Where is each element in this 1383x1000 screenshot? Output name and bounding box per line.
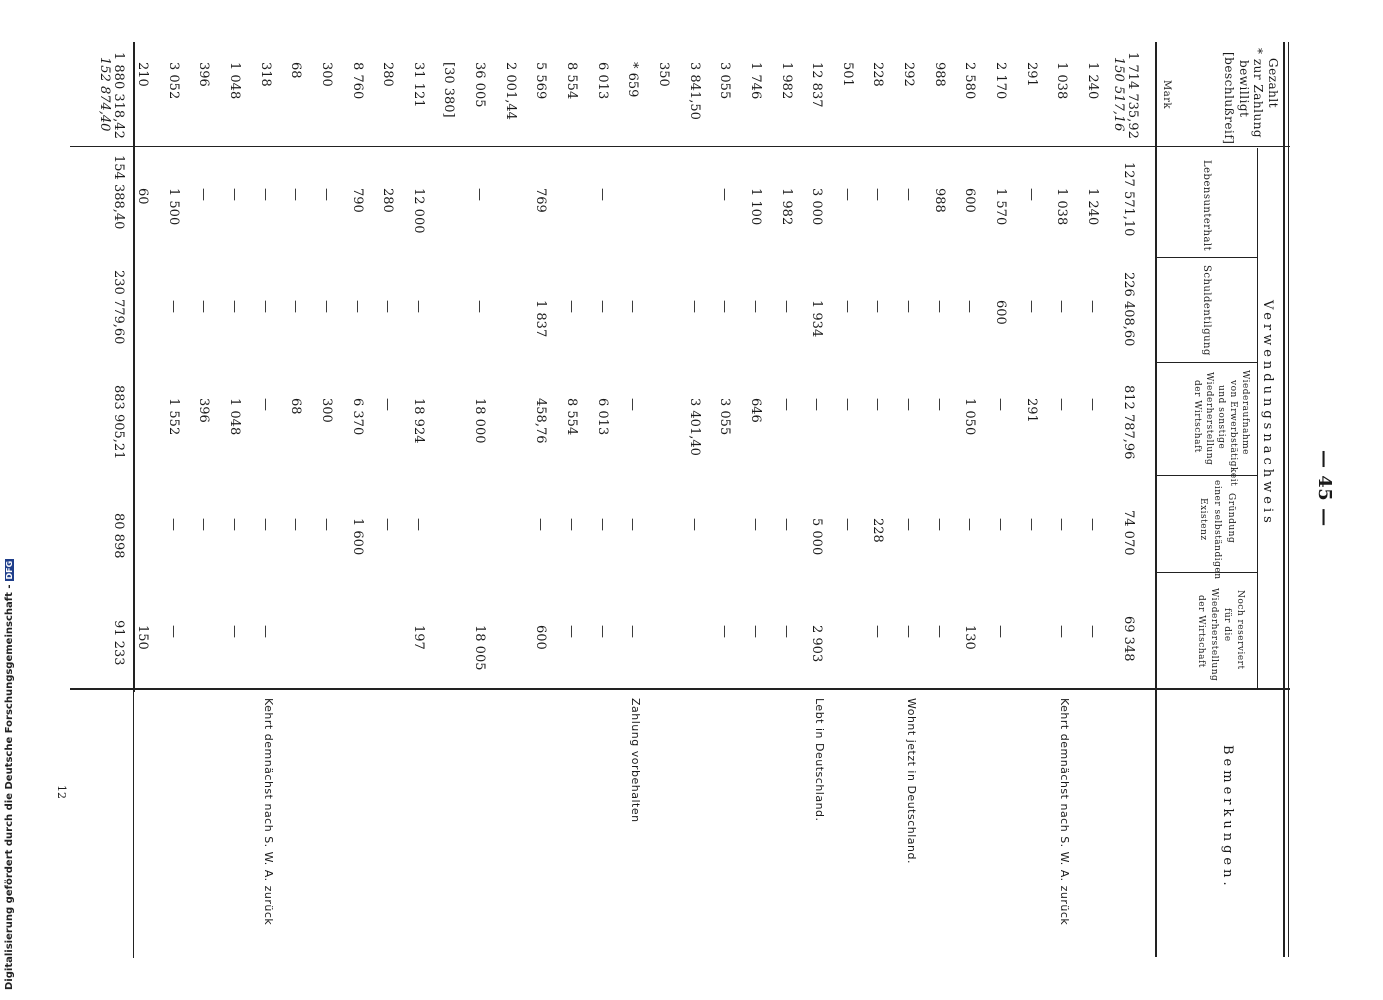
row-cell-col1: 1 038	[1054, 188, 1069, 226]
row-cell-col2: —	[748, 300, 763, 313]
col3-header-line-2: von Erwerbstätigkeit	[1228, 380, 1238, 487]
col3-header-line-5: der Wirtschaft	[1192, 380, 1202, 453]
page-number: — 45 —	[1314, 450, 1335, 527]
row-total: 36 005	[472, 62, 487, 108]
row-total: 291	[1024, 62, 1039, 87]
row-cell-col5: —	[779, 625, 794, 638]
row-cell-col3: —	[625, 398, 640, 411]
totals-col2: 230 779,60	[111, 270, 126, 345]
row-cell-col3: —	[380, 398, 395, 411]
row-total: 300	[319, 62, 334, 87]
col-sep-4	[1155, 572, 1258, 573]
row-cell-col3: 8 554	[564, 398, 579, 436]
row-cell-col1: —	[288, 188, 303, 201]
row-cell-col5: —	[258, 625, 273, 638]
carried-col2: 226 408,60	[1121, 272, 1136, 347]
row-cell-col3: —	[1085, 398, 1100, 411]
row-total: 350	[656, 62, 671, 87]
col0-header-line-3: bewilligt	[1237, 60, 1251, 118]
row-total: 2 001,44	[503, 62, 518, 120]
row-cell-col5: —	[748, 625, 763, 638]
row-cell-col4: —	[1085, 518, 1100, 531]
col-sep-1	[1155, 257, 1258, 258]
row-cell-col1: 60	[135, 188, 150, 205]
row-cell-col1: 1 982	[779, 188, 794, 226]
row-cell-col4: —	[840, 518, 855, 531]
col-sep-3	[1155, 475, 1258, 476]
row-cell-col4: —	[932, 518, 947, 531]
row-cell-col4: —	[380, 518, 395, 531]
row-cell-col1: 769	[533, 188, 548, 213]
col-sep-0	[70, 146, 1290, 147]
row-cell-col4: —	[1054, 518, 1069, 531]
row-total: 292	[901, 62, 916, 87]
footer-text: Digitalisierung gefördert durch die Deutsche Forschungsgemeinschaft -	[4, 584, 15, 990]
row-cell-col3: 458,76	[533, 398, 548, 444]
row-cell-col4: —	[166, 518, 181, 531]
row-cell-col1: 280	[380, 188, 395, 213]
row-total: [30 380]	[441, 62, 456, 118]
row-total: 5 569	[533, 62, 548, 100]
row-cell-col3: —	[779, 398, 794, 411]
row-cell-col2: —	[625, 300, 640, 313]
row-cell-col5: 600	[533, 625, 548, 650]
row-remark: Zahlung vorbehalten	[629, 698, 642, 823]
row-cell-col2: —	[166, 300, 181, 313]
row-remark: Lebt in Deutschland.	[813, 698, 826, 822]
row-cell-col3: —	[1054, 398, 1069, 411]
col0-header-line-5: Mark	[1161, 80, 1172, 110]
row-cell-col1: —	[595, 188, 610, 201]
row-cell-col5: —	[1085, 625, 1100, 638]
row-cell-col1: —	[717, 188, 732, 201]
totals-col0b: 152 874,40	[97, 57, 112, 132]
row-total: * 659	[625, 62, 640, 98]
col4-header-line-3: Existenz	[1198, 498, 1208, 541]
row-cell-col2: —	[717, 300, 732, 313]
row-cell-col2: 600	[993, 300, 1008, 325]
row-cell-col5: —	[870, 625, 885, 638]
dfg-logo: DFG	[5, 560, 14, 580]
carried-col3: 812 787,96	[1121, 385, 1136, 460]
row-cell-col1: —	[258, 188, 273, 201]
row-total: 1 746	[748, 62, 763, 100]
col1-header: Lebensunterhalt	[1201, 160, 1212, 252]
row-cell-col1: —	[870, 188, 885, 201]
col-sep-5	[70, 688, 1290, 690]
row-cell-col5: —	[166, 625, 181, 638]
section-title-line	[1257, 148, 1258, 688]
row-cell-col4: 5 000	[809, 518, 824, 556]
totals-line	[133, 42, 135, 692]
row-cell-col2: —	[595, 300, 610, 313]
row-cell-col4: 1 600	[350, 518, 365, 556]
row-cell-col5: —	[993, 625, 1008, 638]
row-total: 1 240	[1085, 62, 1100, 100]
row-cell-col1: 1 240	[1085, 188, 1100, 226]
footer-note	[4, 559, 15, 990]
totals-col1: 154 388,40	[111, 155, 126, 230]
row-cell-col1: —	[1024, 188, 1039, 201]
row-cell-col4: —	[564, 518, 579, 531]
row-cell-col2: 1 934	[809, 300, 824, 338]
col0-header-line-2: * zur Zahlung	[1251, 48, 1265, 139]
row-cell-col2: —	[962, 300, 977, 313]
row-total: 1 982	[779, 62, 794, 100]
row-cell-col1: 1 500	[166, 188, 181, 226]
col-sep-2	[1155, 362, 1258, 363]
row-cell-col1: 12 000	[411, 188, 426, 234]
row-cell-col3: —	[840, 398, 855, 411]
row-cell-col4: —	[993, 518, 1008, 531]
row-cell-col2: —	[870, 300, 885, 313]
col3-header-line-3: und sonstige	[1216, 385, 1226, 450]
sheet-number: 12	[55, 785, 68, 799]
row-cell-col2: —	[380, 300, 395, 313]
totals-col4: 80 898	[111, 513, 126, 559]
row-cell-col4: —	[288, 518, 303, 531]
section-title: Verwendungsnachweis	[1260, 300, 1275, 527]
row-cell-col3: 646	[748, 398, 763, 423]
row-remark: Kehrt demnächst nach S. W. A. zurück	[1058, 698, 1071, 926]
totals-col0: 1 880 318,42	[111, 52, 126, 139]
row-cell-col1: —	[901, 188, 916, 201]
row-cell-col4: —	[687, 518, 702, 531]
row-cell-col2: —	[1054, 300, 1069, 313]
col3-header-line-4: Wiederherstellung	[1204, 372, 1214, 466]
row-cell-col3: —	[258, 398, 273, 411]
row-cell-col5: —	[901, 625, 916, 638]
row-cell-col5: 197	[411, 625, 426, 650]
row-cell-col3: 18 000	[472, 398, 487, 444]
row-remark: Kehrt demnächst nach S. W. A. zurück	[262, 698, 275, 926]
row-cell-col5: —	[595, 625, 610, 638]
row-cell-col1: —	[319, 188, 334, 201]
row-cell-col4: —	[625, 518, 640, 531]
row-cell-col3: 1 048	[227, 398, 242, 436]
row-cell-col2: —	[901, 300, 916, 313]
row-cell-col3: —	[870, 398, 885, 411]
row-cell-col2: 1 837	[533, 300, 548, 338]
row-total: 3 055	[717, 62, 732, 100]
row-cell-col2: —	[564, 300, 579, 313]
row-cell-col5: 150	[135, 625, 150, 650]
row-cell-col5: —	[227, 625, 242, 638]
row-total: 3 841,50	[687, 62, 702, 120]
row-total: 2 580	[962, 62, 977, 100]
row-total: 12 837	[809, 62, 824, 108]
row-cell-col5: 130	[962, 625, 977, 650]
row-cell-col4: —	[319, 518, 334, 531]
row-cell-col5: —	[932, 625, 947, 638]
row-cell-col3: 6 370	[350, 398, 365, 436]
row-cell-col4: —	[901, 518, 916, 531]
row-cell-col4: —	[779, 518, 794, 531]
totals-col3: 883 905,21	[111, 385, 126, 460]
carried-col0: 1 714 735,92	[1125, 52, 1140, 139]
row-total: 8 554	[564, 62, 579, 100]
carried-col4: 74 070	[1121, 510, 1136, 556]
row-cell-col2: —	[350, 300, 365, 313]
totals-col5: 91 233	[111, 620, 126, 666]
row-cell-col3: 1 050	[962, 398, 977, 436]
row-remark: Wohnt jetzt in Deutschland.	[905, 698, 918, 864]
row-cell-col3: 1 552	[166, 398, 181, 436]
col3-header-line-1: Wiederaufnahme	[1240, 370, 1250, 455]
row-cell-col5: —	[625, 625, 640, 638]
row-cell-col1: 3 000	[809, 188, 824, 226]
row-cell-col5: —	[717, 625, 732, 638]
row-cell-col2: —	[472, 300, 487, 313]
row-cell-col3: —	[932, 398, 947, 411]
row-cell-col4: —	[595, 518, 610, 531]
col5-header-line-2: für die	[1222, 608, 1232, 642]
row-cell-col5: —	[564, 625, 579, 638]
row-total: 2 170	[993, 62, 1008, 100]
bottom-left-line	[133, 688, 134, 958]
row-cell-col2: —	[1024, 300, 1039, 313]
row-total: 6 013	[595, 62, 610, 100]
row-total: 1 048	[227, 62, 242, 100]
row-total: 210	[135, 62, 150, 87]
row-cell-col2: —	[779, 300, 794, 313]
col5-header-line-1: Noch reserviert	[1235, 590, 1245, 670]
row-cell-col1: 600	[962, 188, 977, 213]
row-cell-col3: 291	[1024, 398, 1039, 423]
row-cell-col4: —	[258, 518, 273, 531]
row-cell-col4: —	[1024, 518, 1039, 531]
col5-header-line-4: der Wirtschaft	[1196, 595, 1206, 668]
row-cell-col2: —	[288, 300, 303, 313]
row-cell-col1: —	[472, 188, 487, 201]
row-cell-col3: —	[809, 398, 824, 411]
row-cell-col3: 6 013	[595, 398, 610, 436]
row-total: 318	[258, 62, 273, 87]
row-cell-col2: —	[1085, 300, 1100, 313]
row-cell-col1: 1 100	[748, 188, 763, 226]
row-cell-col2: —	[196, 300, 211, 313]
row-cell-col2: —	[319, 300, 334, 313]
row-cell-col1: —	[840, 188, 855, 201]
frame-right-double-1	[1283, 42, 1285, 957]
row-cell-col3: 18 924	[411, 398, 426, 444]
row-total: 3 052	[166, 62, 181, 100]
row-cell-col3: 68	[288, 398, 303, 415]
row-total: 280	[380, 62, 395, 87]
row-cell-col3: 300	[319, 398, 334, 423]
row-cell-col2: —	[411, 300, 426, 313]
row-cell-col4: —	[227, 518, 242, 531]
row-total: 988	[932, 62, 947, 87]
row-total: 1 038	[1054, 62, 1069, 100]
col4-header-line-1: Gründung	[1226, 493, 1236, 544]
row-cell-col2: —	[932, 300, 947, 313]
row-cell-col4: —	[962, 518, 977, 531]
row-cell-col1: 988	[932, 188, 947, 213]
row-cell-col4: —	[196, 518, 211, 531]
row-cell-col3: —	[901, 398, 916, 411]
row-cell-col4: —	[411, 518, 426, 531]
carried-col1: 127 571,10	[1121, 162, 1136, 237]
row-total: 31 121	[411, 62, 426, 108]
row-cell-col3: 396	[196, 398, 211, 423]
col5-header-line-3: Wiederherstellung	[1209, 588, 1219, 682]
row-total: 8 760	[350, 62, 365, 100]
row-total: 501	[840, 62, 855, 87]
row-cell-col2: —	[258, 300, 273, 313]
row-total: 396	[196, 62, 211, 87]
row-cell-col1: —	[196, 188, 211, 201]
header-bottom-line	[1155, 42, 1157, 957]
row-cell-col2: —	[687, 300, 702, 313]
remarks-title: Bemerkungen.	[1220, 745, 1235, 890]
row-total: 228	[870, 62, 885, 87]
row-cell-col3: 3 401,40	[687, 398, 702, 456]
carried-col0b: 150 517,16	[1111, 57, 1126, 132]
row-cell-col4: —	[748, 518, 763, 531]
row-cell-col3: 3 055	[717, 398, 732, 436]
carried-col5: 69 348	[1121, 616, 1136, 662]
row-cell-col2: —	[840, 300, 855, 313]
col2-header: Schuldentilgung	[1201, 265, 1212, 356]
row-cell-col1: —	[227, 188, 242, 201]
col4-header-line-2: einer selbständigen	[1212, 480, 1222, 580]
row-total: 68	[288, 62, 303, 79]
row-cell-col5: 2 903	[809, 625, 824, 663]
row-cell-col4: —	[533, 518, 548, 531]
row-cell-col3: —	[993, 398, 1008, 411]
row-cell-col1: 790	[350, 188, 365, 213]
frame-right-double-2	[1288, 42, 1289, 957]
row-cell-col5: 18 005	[472, 625, 487, 671]
row-cell-col1: 1 570	[993, 188, 1008, 226]
col0-header-line-4: [beschlußreif]	[1222, 52, 1236, 145]
row-cell-col4: 228	[870, 518, 885, 543]
col0-header-line-1: Gezahlt	[1266, 58, 1280, 109]
row-cell-col2: —	[227, 300, 242, 313]
row-cell-col5: —	[1054, 625, 1069, 638]
